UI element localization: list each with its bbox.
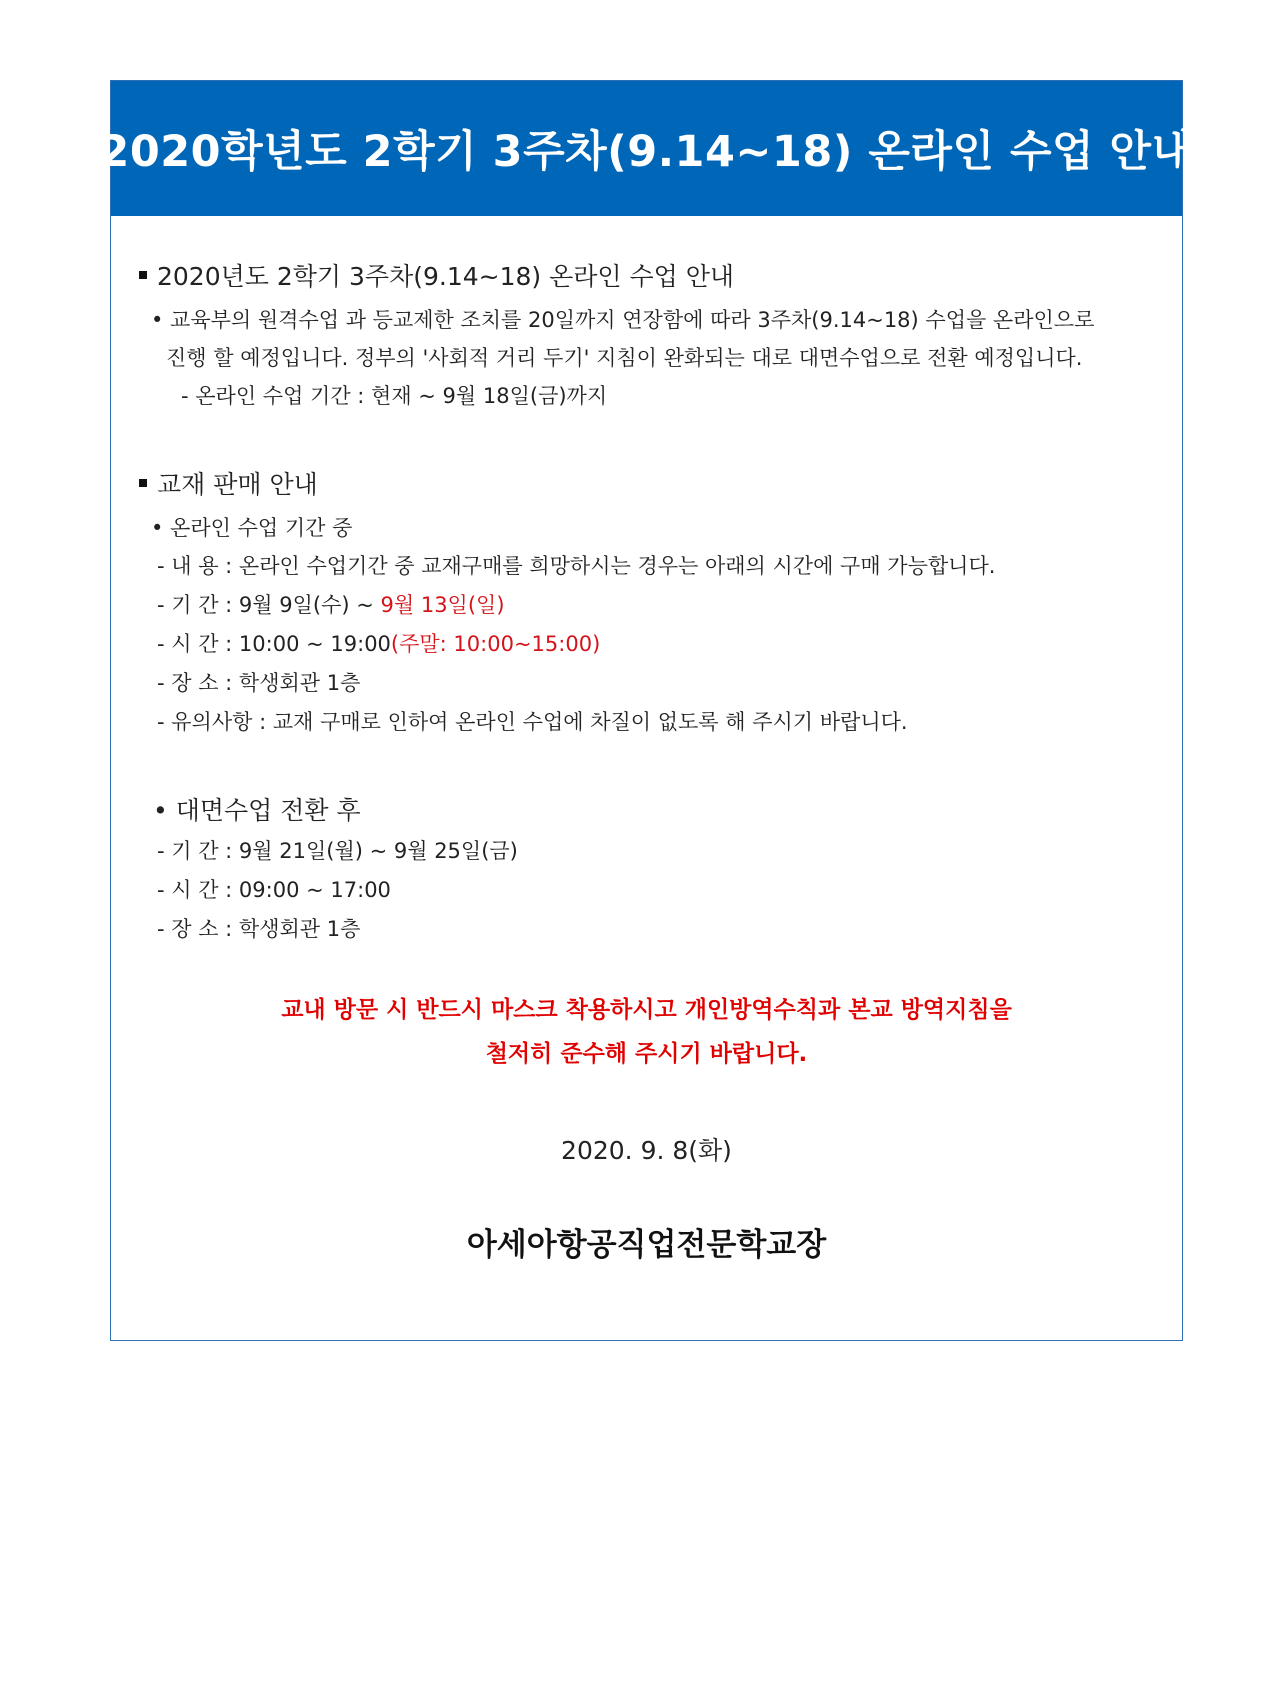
square-bullet-icon bbox=[139, 479, 147, 487]
section2-content: - 내 용 : 온라인 수업기간 중 교재구매를 희망하시는 경우는 아래의 시간에 구매 가능합니다. bbox=[157, 554, 996, 578]
page-title: 2020학년도 2학기 3주차(9.14~18) 온라인 수업 안내 bbox=[99, 127, 1194, 177]
section2-time-text: - 시 간 : 10:00 ~ 19:00 bbox=[157, 632, 391, 656]
section2-heading bbox=[139, 469, 318, 501]
section2-heading-text: 교재 판매 안내 bbox=[157, 470, 318, 499]
section2-period bbox=[157, 591, 505, 619]
section1-bullet-line1: • 교육부의 원격수업 과 등교제한 조치를 20일까지 연장함에 따라 3주차(9.14~18) 수업을 온라인으로 bbox=[151, 308, 1095, 332]
section1-heading-text: 2020년도 2학기 3주차(9.14~18) 온라인 수업 안내 bbox=[157, 262, 735, 291]
section2-note: - 유의사항 : 교재 구매로 인하여 온라인 수업에 차질이 없도록 해 주시기 바랍니다. bbox=[157, 710, 908, 734]
section2-sub-heading: • 온라인 수업 기간 중 bbox=[151, 516, 353, 540]
section3-period: - 기 간 : 9월 21일(월) ~ 9월 25일(금) bbox=[157, 839, 518, 863]
section2-time bbox=[157, 630, 600, 658]
section3-heading: • 대면수업 전환 후 bbox=[153, 796, 361, 825]
warning-line2: 철저히 준수해 주시기 바랍니다. bbox=[485, 1041, 808, 1067]
notice-date: 2020. 9. 8(화) bbox=[561, 1136, 732, 1165]
section2-place: - 장 소 : 학생회관 1층 bbox=[157, 671, 361, 695]
title-banner bbox=[99, 81, 1194, 216]
section1-bullet-line2: 진행 할 예정입니다. 정부의 '사회적 거리 두기' 지침이 완화되는 대로 대면수업으로 전환 예정입니다. bbox=[166, 346, 1083, 370]
section3-place: - 장 소 : 학생회관 1층 bbox=[157, 917, 361, 941]
section2-time-red: (주말: 10:00~15:00) bbox=[390, 632, 601, 656]
notice-frame bbox=[99, 80, 1194, 1341]
section2-period-text: - 기 간 : 9월 9일(수) ~ bbox=[157, 593, 381, 617]
section3-time: - 시 간 : 09:00 ~ 17:00 bbox=[157, 878, 391, 902]
section1-heading bbox=[139, 261, 734, 293]
section2-period-red: 9월 13일(일) bbox=[380, 593, 505, 617]
section1-period: - 온라인 수업 기간 : 현재 ~ 9월 18일(금)까지 bbox=[181, 384, 608, 408]
square-bullet-icon bbox=[139, 271, 147, 279]
warning-line1: 교내 방문 시 반드시 마스크 착용하시고 개인방역수칙과 본교 방역지침을 bbox=[281, 997, 1012, 1023]
signature: 아세아항공직업전문학교장 bbox=[466, 1227, 827, 1263]
